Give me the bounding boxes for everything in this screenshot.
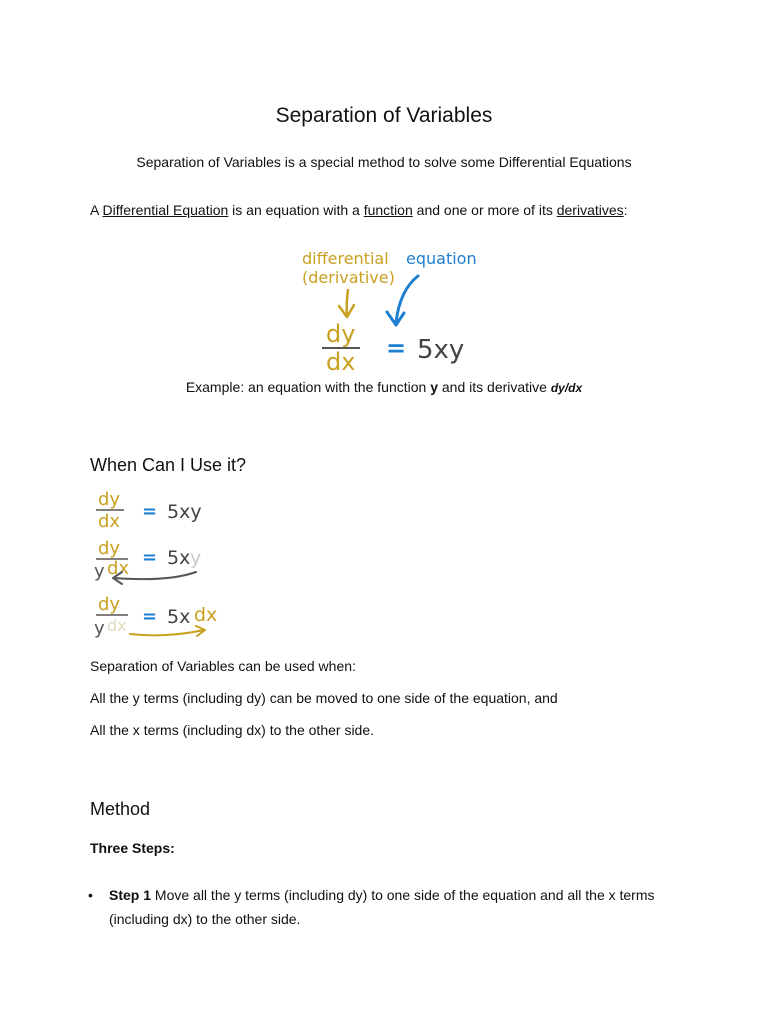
row2-denominator-dx: dx xyxy=(107,558,130,579)
caption-mid: and its derivative xyxy=(438,379,551,395)
intro-prefix: A xyxy=(90,202,103,218)
step1-text-a: Move all the y terms (including dy) to one side of the equation and all the x terms xyxy=(151,887,655,903)
link-differential-equation[interactable]: Differential Equation xyxy=(102,202,229,218)
label-differential: differential xyxy=(302,249,389,268)
page-title: Separation of Variables xyxy=(275,104,493,127)
intro-mid1: is an equation with a xyxy=(228,202,364,218)
fraction-denominator: dx xyxy=(326,348,356,376)
row2-equals: = xyxy=(142,547,158,568)
gold-arrow-icon xyxy=(347,290,348,316)
row1-denominator: dx xyxy=(98,511,121,532)
equation-rhs: 5xy xyxy=(417,335,465,365)
row2-rhs-y-faded: y xyxy=(190,547,202,569)
row3-denominator-y: y xyxy=(94,618,105,639)
link-function[interactable]: function xyxy=(363,202,413,218)
step1-line-b: (including dx) to the other side. xyxy=(109,911,301,927)
row1-equals: = xyxy=(142,501,158,522)
row2-numerator: dy xyxy=(98,538,121,559)
caption-y: y xyxy=(430,379,438,395)
link-derivatives[interactable]: derivatives xyxy=(556,202,624,218)
intro-paragraph xyxy=(90,202,628,218)
row1-rhs: 5xy xyxy=(167,501,202,523)
intro-suffix: : xyxy=(623,202,628,218)
row2-rhs-5x: 5x xyxy=(167,547,191,569)
row1-numerator: dy xyxy=(98,489,121,510)
row3-rhs-dx: dx xyxy=(194,604,218,626)
row2-denominator-y: y xyxy=(94,561,105,582)
label-derivative: (derivative) xyxy=(302,268,395,287)
section-heading-when: When Can I Use it? xyxy=(90,455,247,475)
caption-dydx: dy/dx xyxy=(550,381,583,395)
usage-line-3: All the x terms (including dx) to the other side. xyxy=(90,722,375,738)
row3-rhs-5x: 5x xyxy=(167,606,191,628)
caption-text: Example: an equation with the function xyxy=(185,379,431,395)
section-heading-method: Method xyxy=(90,799,151,819)
blue-arrow-icon xyxy=(396,276,418,322)
figure-caption xyxy=(0,379,768,395)
fraction-numerator: dy xyxy=(326,320,356,348)
equals-sign: = xyxy=(386,334,407,362)
row3-denominator-dx-faded: dx xyxy=(107,616,127,635)
differential-equation-figure xyxy=(290,242,490,376)
intro-mid2: and one or more of its xyxy=(412,202,557,218)
label-equation: equation xyxy=(406,249,477,268)
step1-line-a xyxy=(109,887,655,903)
usage-line-2: All the y terms (including dy) can be moved to one side of the equation, and xyxy=(90,690,558,706)
bullet-dot-icon: • xyxy=(88,887,93,903)
row3-numerator: dy xyxy=(98,594,121,615)
separation-steps-figure xyxy=(88,484,238,644)
page-subtitle: Separation of Variables is a special method to solve some Differential Equations xyxy=(136,154,632,170)
usage-line-1: Separation of Variables can be used when: xyxy=(90,658,356,674)
three-steps-label: Three Steps: xyxy=(90,840,175,856)
row3-equals: = xyxy=(142,606,158,627)
move-right-arrow-icon xyxy=(130,630,204,635)
step1-label: Step 1 xyxy=(109,887,152,903)
